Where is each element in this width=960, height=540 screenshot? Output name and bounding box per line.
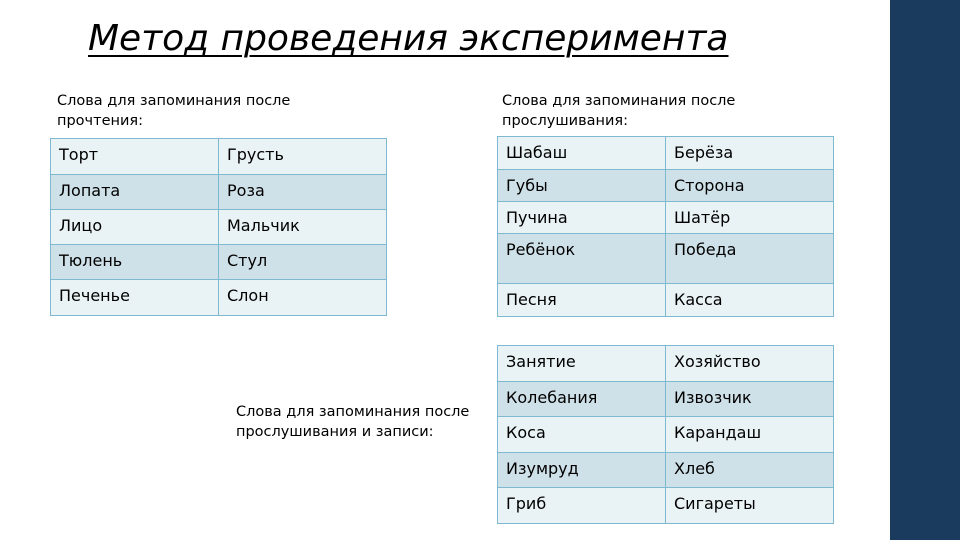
caption-listening-writing-line1: Слова для запоминания после <box>236 404 470 420</box>
table-cell: Лопата <box>51 175 219 210</box>
accent-sidebar <box>890 0 960 540</box>
table-cell: Стул <box>219 245 387 280</box>
table-cell: Ребёнок <box>498 234 666 284</box>
table-row <box>51 175 387 210</box>
table-cell: Мальчик <box>219 210 387 245</box>
caption-listening-writing <box>236 402 506 442</box>
table-cell: Хозяйство <box>666 346 834 382</box>
table-cell: Победа <box>666 234 834 284</box>
table-cell: Грусть <box>219 139 387 175</box>
caption-listening-writing-line2: прослушивания и записи: <box>236 424 434 440</box>
table-row <box>498 382 834 417</box>
table-cell: Гриб <box>498 488 666 524</box>
table-row <box>498 202 834 234</box>
table-row <box>51 139 387 175</box>
caption-listening-line2: прослушивания: <box>502 113 629 129</box>
caption-reading-line1: Слова для запоминания после <box>57 93 291 109</box>
table-cell: Касса <box>666 284 834 317</box>
table-cell: Пучина <box>498 202 666 234</box>
table-cell: Сторона <box>666 170 834 202</box>
table-cell: Занятие <box>498 346 666 382</box>
table-words-listening <box>497 136 834 317</box>
caption-listening-line1: Слова для запоминания после <box>502 93 736 109</box>
table-cell: Шабаш <box>498 137 666 170</box>
table-row <box>498 488 834 524</box>
table-cell: Лицо <box>51 210 219 245</box>
table-row <box>51 280 387 316</box>
table-cell: Торт <box>51 139 219 175</box>
table-cell: Слон <box>219 280 387 316</box>
table-row <box>498 137 834 170</box>
table-cell: Хлеб <box>666 453 834 488</box>
table-row <box>498 234 834 284</box>
table-cell: Извозчик <box>666 382 834 417</box>
table-cell: Роза <box>219 175 387 210</box>
caption-reading-line2: прочтения: <box>57 113 144 129</box>
table-cell: Коса <box>498 417 666 453</box>
table-cell: Тюлень <box>51 245 219 280</box>
table-row <box>498 170 834 202</box>
table-cell: Песня <box>498 284 666 317</box>
table-cell: Шатёр <box>666 202 834 234</box>
slide-title: Метод проведения эксперимента <box>88 18 729 59</box>
table-cell: Карандаш <box>666 417 834 453</box>
table-cell: Сигареты <box>666 488 834 524</box>
table-row <box>51 245 387 280</box>
caption-reading <box>57 91 327 131</box>
table-row <box>498 417 834 453</box>
table-words-reading <box>50 138 387 316</box>
table-row <box>498 453 834 488</box>
table-cell: Берёза <box>666 137 834 170</box>
caption-listening <box>502 91 772 131</box>
table-row <box>51 210 387 245</box>
table-cell: Печенье <box>51 280 219 316</box>
table-row <box>498 346 834 382</box>
table-cell: Губы <box>498 170 666 202</box>
table-cell: Колебания <box>498 382 666 417</box>
table-cell: Изумруд <box>498 453 666 488</box>
table-words-listening-writing <box>497 345 834 524</box>
table-row <box>498 284 834 317</box>
